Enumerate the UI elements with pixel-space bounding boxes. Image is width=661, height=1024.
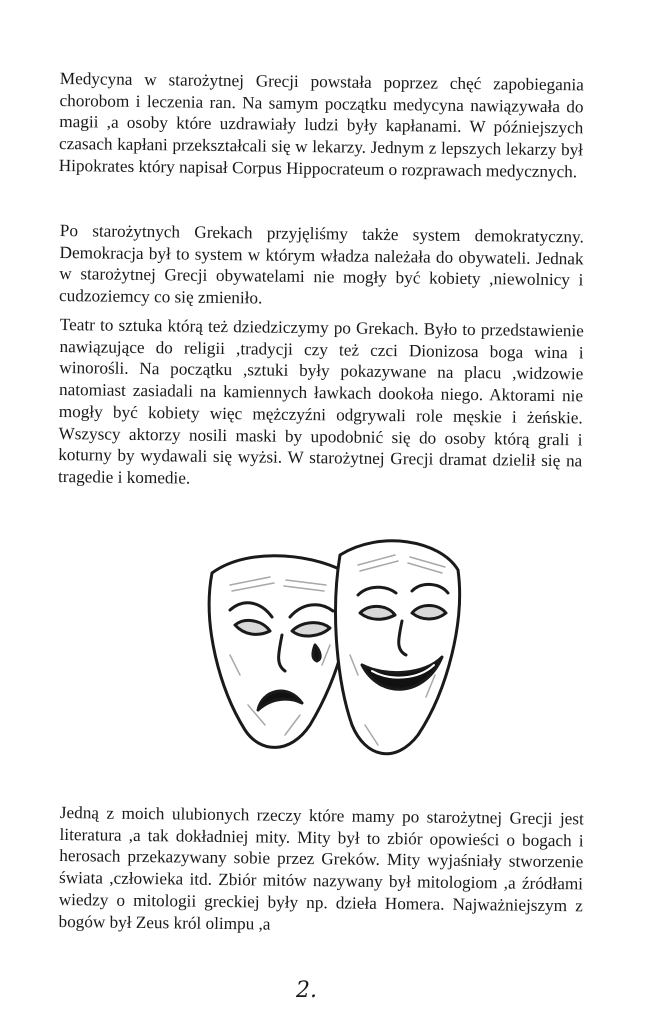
tragedy-mask-icon [209, 556, 351, 748]
comedy-mask-icon [336, 541, 460, 754]
paragraph-theatre: Teatr to sztuka którą też dziedziczymy po Grekach. Było to przedstawienie nawiązujące do religii ,tradycji czy też czci Dionizosa boga wina i winorośli. Na początku ,sztuki były pokazywane na placu ,widzowie natomiast zasiadali na kamiennych ławkach dookoła niego. Aktorami nie mogły być kobiety więc mężczyźni odgrywali role męskie i żeńskie. Wszyscy aktorzy nosili maski by upodobnić się do osoby którą grali i koturny by wydawali się wyżsi. W starożytnej Grecji dramat dzielił się na tragedie i komedie. [57, 314, 584, 488]
theatre-masks-icon [190, 525, 470, 775]
paragraph-literature: Jedną z moich ulubionych rzeczy które mamy po starożytnej Grecji jest literatura ,a tak dokładniej mity. Mity był to zbiór opowieści o bogach i herosach przekazywany sobie przez Greków. Mity wyjaśniały stworzenie świata ,człowieka itd. Zbiór mitów nazywany był mitologiom ,a źródłami wiedzy o mitologii greckiej były np. dzieła Homera. Najważniejszym z bogów był Zeus król olimpu ,a [58, 802, 584, 934]
paragraph-medicine: Medycyna w starożytnej Grecji powstała poprzez chęć zapobiegania chorobom i leczenia ran. Na samym początku medycyna nawiązywała do magii ,a osoby które uzdrawiały ludzi były kapłanami. W późniejszych czasach kapłani przekształcali się w lekarzy. Jednym z lepszych lekarzy był Hipokrates który napisał Corpus Hippocrateum o rozprawach medycznych. [58, 68, 584, 182]
paragraph-democracy: Po starożytnych Grekach przyjęliśmy także system demokratyczny. Demokracja był to system w którym władza należała do obywateli. Jednak w starożytnej Grecji obywatelami nie mogły być kobiety ,niewolnicy i cudzoziemcy co się zmieniło. [58, 220, 584, 308]
page-number: 2. [296, 978, 317, 1003]
